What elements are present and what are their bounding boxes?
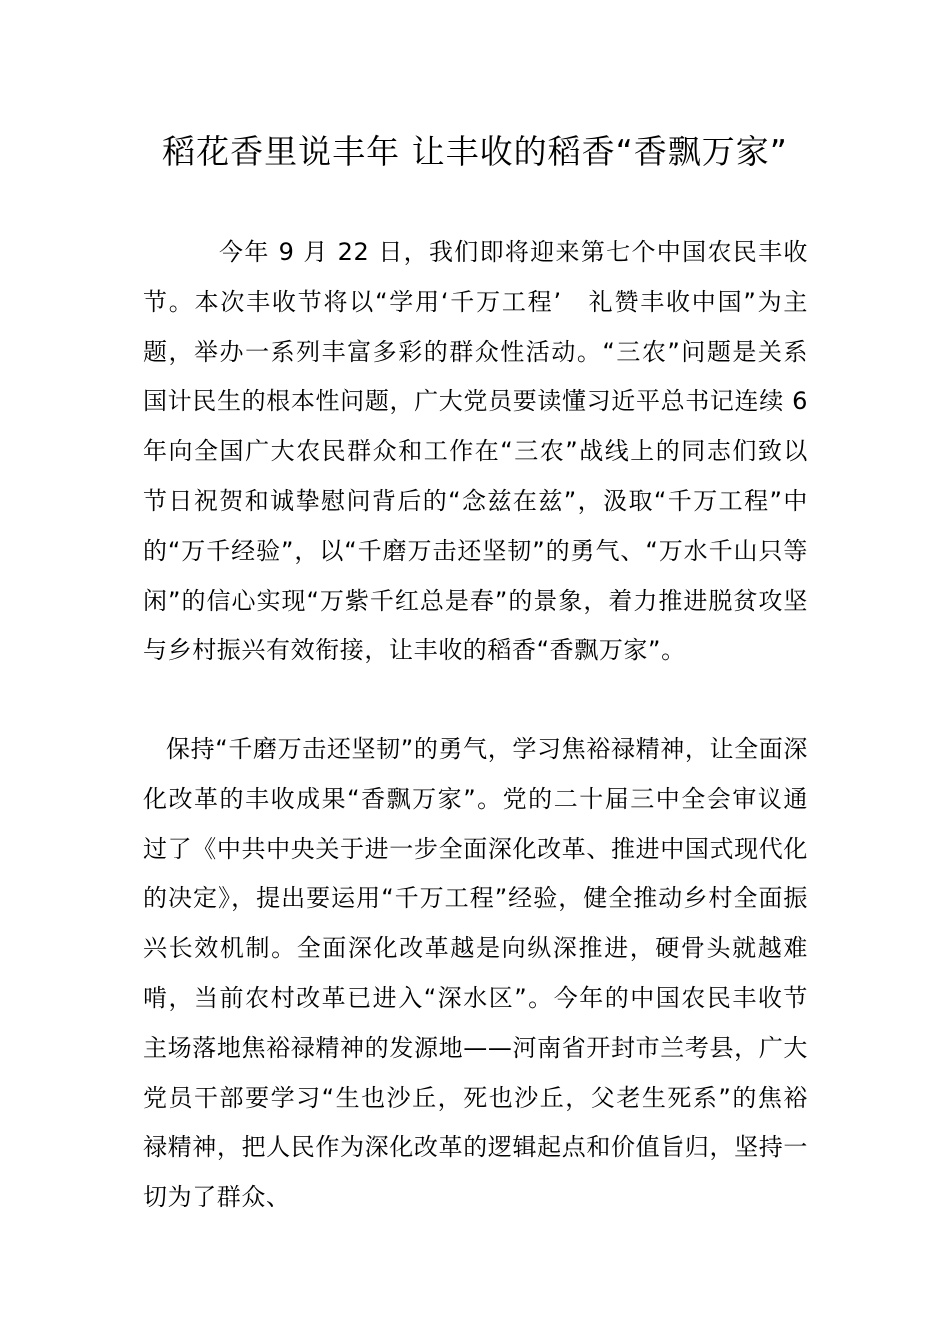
paragraph-2: 保持“千磨万击还坚韧”的勇气，学习焦裕禄精神，让全面深化改革的丰收成果“香飘万家”。党的二十届三中全会审议通过了《中共中央关于进一步全面深化改革、推进中国式现代化的决定》，提出要运用“千万工程”经验，健全推动乡村全面振兴长效机制。全面深化改革越是向纵深推进，硬骨头就越难啃，当前农村改革已进入“深水区”。今年的中国农民丰收节主场落地焦裕禄精神的发源地——河南省开封市兰考县，广大党员干部要学习“生也沙丘，死也沙丘，父老生死系”的焦裕禄精神，把人民作为深化改革的逻辑起点和价值旨归，坚持一切为了群众、 [143, 735, 808, 1212]
paragraph-1: 今年 9 月 22 日，我们即将迎来第七个中国农民丰收节。本次丰收节将以“学用‘千万工程’ 礼赞丰收中国”为主题，举办一系列丰富多彩的群众性活动。“三农”问题是关系国计民生的根本性问题，广大党员要读懂习近平总书记连续 6 年向全国广大农民群众和工作在“三农”战线上的同志们致以节日祝贺和诚挚慰问背后的“念兹在兹”，汲取“千万工程”中的“万千经验”，以“千磨万击还坚韧”的勇气、“万水千山只等闲”的信心实现“万紫千红总是春”的景象，着力推进脱贫攻坚与乡村振兴有效衔接，让丰收的稻香“香飘万家”。 [143, 238, 808, 665]
document-title: 稻花香里说丰年 让丰收的稻香“香飘万家” [162, 132, 788, 171]
